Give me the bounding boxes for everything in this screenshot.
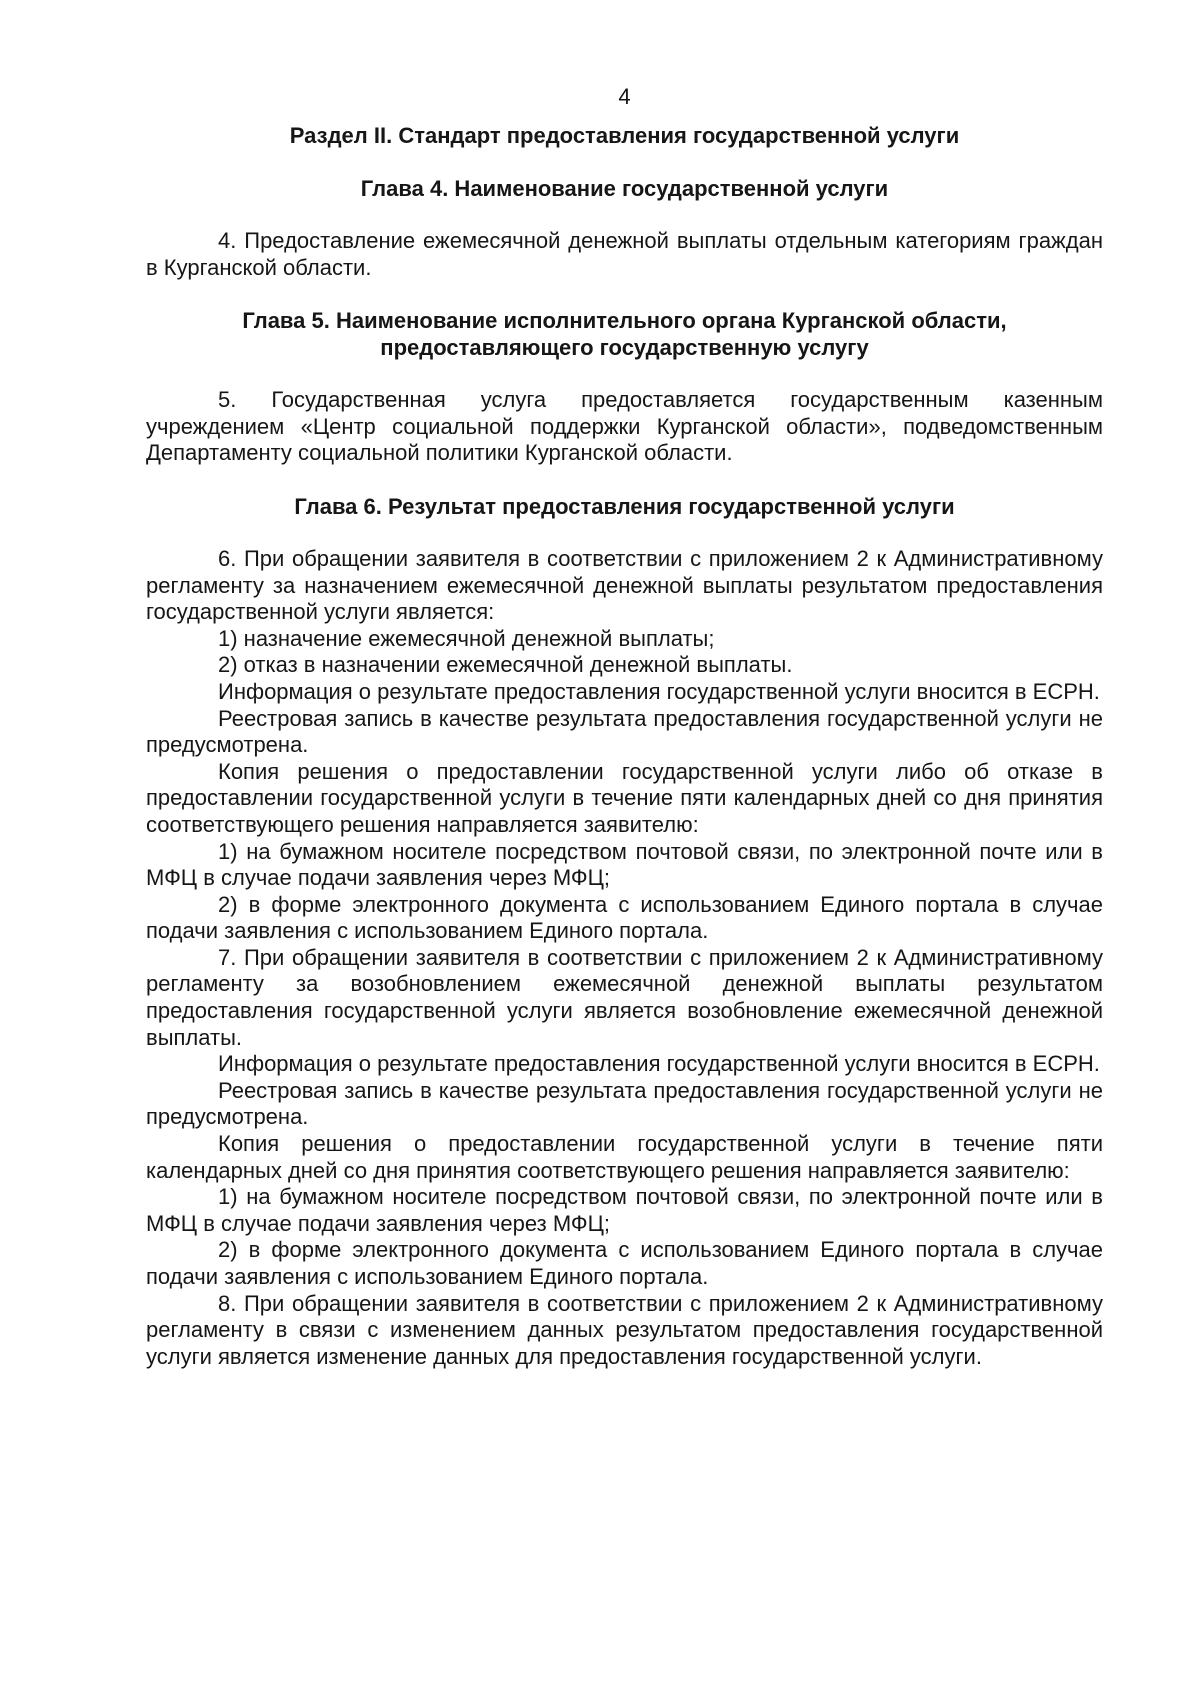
- paragraph: 5. Государственная услуга предоставляется государственным казенным учреждением «Центр социальной поддержки Курганской области», подведомственным Департаменту социальной политики Курганской области.: [146, 387, 1103, 466]
- chapter-5-title-line-1: Глава 5. Наименование исполнительного органа Курганской области,: [242, 308, 1007, 334]
- paragraph: 7. При обращении заявителя в соответствии с приложением 2 к Административному регламенту за возобновлением ежемесячной денежной выплаты результатом предоставления государственной услуги является возобновление ежемесячной денежной выплаты.: [146, 944, 1103, 1050]
- chapter-5-title-line-2: предоставляющего государственную услугу: [380, 335, 869, 361]
- paragraph: 6. При обращении заявителя в соответствии с приложением 2 к Административному регламенту за назначением ежемесячной денежной выплаты результатом предоставления государственной услуги является:: [146, 545, 1103, 625]
- paragraph: Реестровая запись в качестве результата предоставления государственной услуги не предусмотрена.: [146, 1077, 1103, 1130]
- paragraph: Информация о результате предоставления государственной услуги вносится в ЕСРН.: [218, 1051, 1100, 1077]
- list-item: 1) на бумажном носителе посредством почтовой связи, по электронной почте или в МФЦ в случае подачи заявления через МФЦ;: [146, 838, 1103, 891]
- chapter-6-title: Глава 6. Результат предоставления государственной услуги: [294, 493, 955, 519]
- list-item: 2) в форме электронного документа с использованием Единого портала в случае подачи заявления с использованием Единого портала.: [146, 891, 1103, 944]
- paragraph: Реестровая запись в качестве результата предоставления государственной услуги не предусмотрена.: [146, 705, 1103, 758]
- chapter-4-title: Глава 4. Наименование государственной услуги: [360, 176, 889, 201]
- spacer: [146, 149, 1103, 175]
- paragraph: Копия решения о предоставлении государственной услуги в течение пяти календарных дней со дня принятия соответствующего решения направляется заявителю:: [146, 1131, 1103, 1183]
- list-item: 2) в форме электронного документа с использованием Единого портала в случае подачи заявления с использованием Единого портала.: [146, 1237, 1103, 1289]
- page-number: 4: [618, 84, 631, 109]
- list-item: 2) отказ в назначении ежемесячной денежной выплаты.: [218, 652, 793, 678]
- spacer: [146, 202, 1103, 228]
- list-item: 1) назначение ежемесячной денежной выплаты;: [218, 625, 715, 651]
- paragraph: Информация о результате предоставления государственной услуги вносится в ЕСРН.: [218, 678, 1100, 704]
- paragraph: 4. Предоставление ежемесячной денежной выплаты отдельным категориям граждан в Курганской области.: [146, 228, 1103, 280]
- list-item: 1) на бумажном носителе посредством почтовой связи, по электронной почте или в МФЦ в случае подачи заявления через МФЦ;: [146, 1184, 1103, 1236]
- spacer: [146, 281, 1103, 307]
- paragraph: Копия решения о предоставлении государственной услуги либо об отказе в предоставлении государственной услуги в течение пяти календарных дней со дня принятия соответствующего решения направляется заявителю:: [146, 758, 1103, 837]
- paragraph: 8. При обращении заявителя в соответствии с приложением 2 к Административному регламенту в связи с изменением данных результатом предоставления государственной услуги является изменение данных для предоставления государственной услуги.: [146, 1290, 1103, 1369]
- spacer: [146, 361, 1103, 387]
- spacer: [146, 467, 1103, 493]
- spacer: [146, 520, 1103, 546]
- section-title: Раздел II. Стандарт предоставления государственной услуги: [289, 123, 960, 148]
